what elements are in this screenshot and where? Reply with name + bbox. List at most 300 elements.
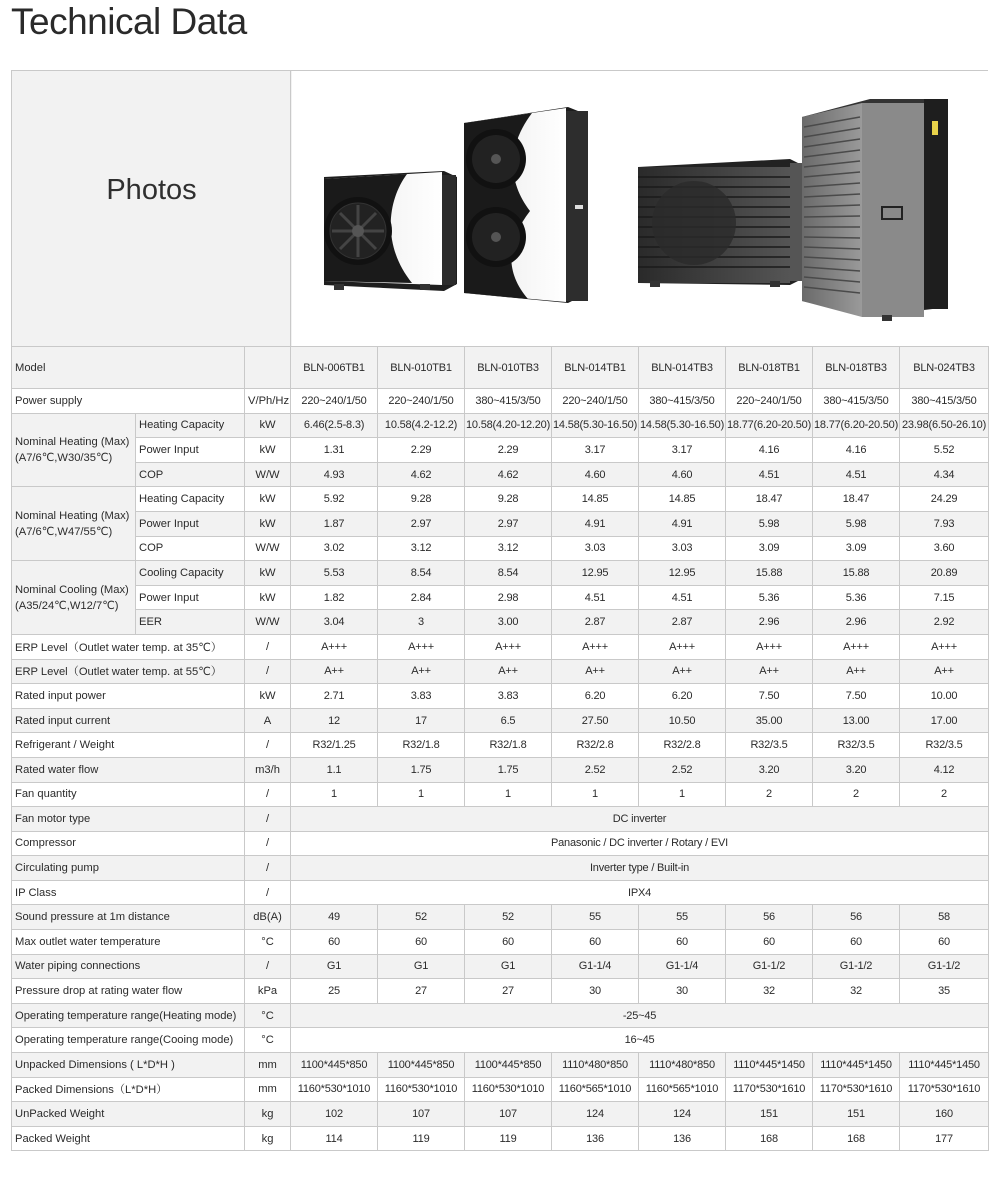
value-cell: A++ [291,659,378,684]
table-row [12,462,989,487]
value-cell: 1 [378,782,465,807]
value-cell: 6.46(2.5-8.3) [291,413,378,438]
row-label: Water piping connections [12,954,245,979]
value-cell: 7.15 [900,585,989,610]
value-cell: R32/2.8 [639,733,726,758]
value-cell: 5.53 [291,561,378,586]
table-row [12,389,989,414]
value-cell: 1.87 [291,511,378,536]
value-cell: 60 [813,930,900,955]
row-label: Operating temperature range(Heating mode) [12,1003,245,1028]
value-cell: 9.28 [378,487,465,512]
spanning-value-cell: Panasonic / DC inverter / Rotary / EVI [291,831,989,856]
value-cell: 2.29 [378,438,465,463]
value-cell: 136 [552,1126,639,1151]
value-cell: 3.03 [639,536,726,561]
value-cell: 3.12 [465,536,552,561]
value-cell: 1100*445*850 [465,1053,552,1078]
model-header-cell: BLN-018TB3 [813,347,900,389]
model-header-cell: BLN-006TB1 [291,347,378,389]
value-cell: 7.50 [726,684,813,709]
value-cell: 52 [465,905,552,930]
value-cell: 58 [900,905,989,930]
value-cell: 1.31 [291,438,378,463]
value-cell: 380~415/3/50 [465,389,552,414]
unit-cell: dB(A) [245,905,291,930]
row-label: Refrigerant / Weight [12,733,245,758]
unit-cell: / [245,634,291,659]
unit-cell: / [245,782,291,807]
value-cell: R32/2.8 [552,733,639,758]
model-header-cell: BLN-010TB3 [465,347,552,389]
row-label: Model [12,347,245,389]
value-cell: 3.83 [465,684,552,709]
value-cell: 107 [378,1102,465,1127]
value-cell: G1-1/4 [639,954,726,979]
table-row [12,659,989,684]
value-cell: R32/3.5 [726,733,813,758]
row-label: ERP Level（Outlet water temp. at 55℃） [12,659,245,684]
value-cell: 27 [465,979,552,1004]
value-cell: 5.92 [291,487,378,512]
value-cell: 18.77(6.20-20.50) [813,413,900,438]
value-cell: 1110*445*1450 [726,1053,813,1078]
value-cell: 2.52 [639,757,726,782]
model-header-cell: BLN-018TB1 [726,347,813,389]
value-cell: 10.00 [900,684,989,709]
product-photos-illustration [292,71,988,347]
value-cell: A+++ [552,634,639,659]
value-cell: A++ [726,659,813,684]
value-cell: 1170*530*1610 [726,1077,813,1102]
sub-row-label: Power Input [136,511,245,536]
value-cell: 380~415/3/50 [639,389,726,414]
sub-row-label: COP [136,462,245,487]
row-label: Packed Dimensions（L*D*H） [12,1077,245,1102]
spec-table [11,346,989,1151]
photo-label-cell [12,71,291,347]
value-cell: 5.36 [726,585,813,610]
value-cell: 27 [378,979,465,1004]
spanning-value-cell: Inverter type / Built-in [291,856,989,881]
value-cell: 1 [291,782,378,807]
value-cell: G1 [465,954,552,979]
photo-block [11,70,988,347]
value-cell: 3.17 [639,438,726,463]
value-cell: 1160*530*1010 [378,1077,465,1102]
value-cell: 60 [552,930,639,955]
value-cell: G1-1/2 [726,954,813,979]
value-cell: 1160*565*1010 [639,1077,726,1102]
value-cell: 2.98 [465,585,552,610]
value-cell: 8.54 [378,561,465,586]
value-cell: 3.17 [552,438,639,463]
product-photos [292,71,988,347]
row-label: Compressor [12,831,245,856]
table-row [12,413,989,438]
value-cell: 1.82 [291,585,378,610]
table-row [12,979,989,1004]
value-cell: R32/1.25 [291,733,378,758]
value-cell: 14.85 [552,487,639,512]
value-cell: 18.47 [813,487,900,512]
value-cell: 119 [378,1126,465,1151]
photos-label: Photos [106,174,197,206]
value-cell: 15.88 [726,561,813,586]
table-row [12,1102,989,1127]
row-label: Circulating pump [12,856,245,881]
table-row [12,930,989,955]
model-header-cell: BLN-014TB3 [639,347,726,389]
value-cell: 14.58(5.30-16.50) [639,413,726,438]
unit-cell: mm [245,1053,291,1078]
value-cell: 4.91 [552,511,639,536]
table-row-model [12,347,989,389]
unit-cell: kW [245,561,291,586]
unit-photo-2 [464,107,588,303]
row-label: Rated input power [12,684,245,709]
value-cell: A+++ [465,634,552,659]
table-row [12,856,989,881]
value-cell: 8.54 [465,561,552,586]
unit-cell: mm [245,1077,291,1102]
unit-cell: W/W [245,536,291,561]
sub-row-label: EER [136,610,245,635]
value-cell: 5.36 [813,585,900,610]
value-cell: 2 [813,782,900,807]
table-row [12,733,989,758]
table-row [12,757,989,782]
value-cell: 14.85 [639,487,726,512]
table-row [12,585,989,610]
value-cell: 12.95 [552,561,639,586]
value-cell: 32 [726,979,813,1004]
unit-cell [245,347,291,389]
value-cell: A++ [378,659,465,684]
value-cell: 6.5 [465,708,552,733]
value-cell: A++ [813,659,900,684]
table-row [12,561,989,586]
value-cell: 4.51 [726,462,813,487]
value-cell: 27.50 [552,708,639,733]
value-cell: A+++ [378,634,465,659]
value-cell: R32/3.5 [813,733,900,758]
value-cell: 60 [378,930,465,955]
value-cell: R32/1.8 [378,733,465,758]
value-cell: 2 [726,782,813,807]
model-header-cell: BLN-010TB1 [378,347,465,389]
value-cell: 25 [291,979,378,1004]
value-cell: 1170*530*1610 [813,1077,900,1102]
value-cell: 380~415/3/50 [900,389,989,414]
value-cell: 3.02 [291,536,378,561]
row-label: Sound pressure at 1m distance [12,905,245,930]
group-label: Nominal Cooling (Max) (A35/24℃,W12/7℃) [12,561,136,635]
value-cell: 2.87 [639,610,726,635]
unit-cell: / [245,733,291,758]
model-header-cell: BLN-024TB3 [900,347,989,389]
table-row [12,634,989,659]
value-cell: A+++ [639,634,726,659]
table-row [12,487,989,512]
value-cell: 1170*530*1610 [900,1077,989,1102]
value-cell: 177 [900,1126,989,1151]
value-cell: 49 [291,905,378,930]
value-cell: 160 [900,1102,989,1127]
spanning-value-cell: -25~45 [291,1003,989,1028]
table-row [12,511,989,536]
value-cell: 1100*445*850 [291,1053,378,1078]
value-cell: A++ [639,659,726,684]
row-label: Power supply [12,389,245,414]
sub-row-label: Cooling Capacity [136,561,245,586]
value-cell: 1.75 [378,757,465,782]
unit-cell: kg [245,1126,291,1151]
unit-cell: kW [245,585,291,610]
value-cell: 4.51 [552,585,639,610]
row-label: Fan quantity [12,782,245,807]
value-cell: 1110*445*1450 [813,1053,900,1078]
value-cell: 13.00 [813,708,900,733]
row-label: Pressure drop at rating water flow [12,979,245,1004]
value-cell: 4.62 [378,462,465,487]
value-cell: 119 [465,1126,552,1151]
value-cell: 56 [726,905,813,930]
value-cell: 4.60 [552,462,639,487]
unit-cell: °C [245,930,291,955]
unit-cell: W/W [245,610,291,635]
value-cell: 7.50 [813,684,900,709]
row-label: Operating temperature range(Cooing mode) [12,1028,245,1053]
value-cell: 10.58(4.2-12.2) [378,413,465,438]
unit-cell: kW [245,487,291,512]
value-cell: 12 [291,708,378,733]
unit-photo-3 [638,159,802,287]
value-cell: A++ [552,659,639,684]
value-cell: 2.97 [378,511,465,536]
unit-cell: / [245,954,291,979]
value-cell: 220~240/1/50 [552,389,639,414]
table-row [12,905,989,930]
value-cell: 4.16 [726,438,813,463]
value-cell: 55 [639,905,726,930]
value-cell: 4.16 [813,438,900,463]
value-cell: 2.84 [378,585,465,610]
value-cell: 4.60 [639,462,726,487]
value-cell: 220~240/1/50 [291,389,378,414]
spanning-value-cell: DC inverter [291,807,989,832]
value-cell: A+++ [726,634,813,659]
unit-cell: / [245,880,291,905]
value-cell: 1 [639,782,726,807]
unit-photo-4 [802,99,948,321]
group-label: Nominal Heating (Max) (A7/6℃,W47/55℃) [12,487,136,561]
table-row [12,1126,989,1151]
value-cell: 60 [639,930,726,955]
table-row [12,1028,989,1053]
value-cell: G1 [291,954,378,979]
row-label: UnPacked Weight [12,1102,245,1127]
value-cell: 4.93 [291,462,378,487]
value-cell: 15.88 [813,561,900,586]
value-cell: 2.87 [552,610,639,635]
value-cell: 18.77(6.20-20.50) [726,413,813,438]
value-cell: 24.29 [900,487,989,512]
value-cell: G1-1/4 [552,954,639,979]
value-cell: 14.58(5.30-16.50) [552,413,639,438]
unit-cell: kg [245,1102,291,1127]
value-cell: 168 [813,1126,900,1151]
unit-cell: kW [245,413,291,438]
table-row [12,1077,989,1102]
value-cell: R32/1.8 [465,733,552,758]
unit-cell: °C [245,1028,291,1053]
value-cell: G1-1/2 [813,954,900,979]
unit-cell: A [245,708,291,733]
value-cell: 6.20 [639,684,726,709]
value-cell: 2.96 [813,610,900,635]
value-cell: 151 [813,1102,900,1127]
value-cell: 18.47 [726,487,813,512]
value-cell: 1 [465,782,552,807]
value-cell: 102 [291,1102,378,1127]
group-label: Nominal Heating (Max) (A7/6℃,W30/35℃) [12,413,136,487]
table-row [12,954,989,979]
value-cell: 107 [465,1102,552,1127]
value-cell: 220~240/1/50 [726,389,813,414]
sub-row-label: COP [136,536,245,561]
value-cell: 17 [378,708,465,733]
value-cell: 60 [726,930,813,955]
unit-cell: / [245,659,291,684]
model-header-cell: BLN-014TB1 [552,347,639,389]
value-cell: 3.60 [900,536,989,561]
value-cell: 56 [813,905,900,930]
unit-cell: kPa [245,979,291,1004]
value-cell: 9.28 [465,487,552,512]
table-row [12,880,989,905]
value-cell: 3.00 [465,610,552,635]
value-cell: 60 [465,930,552,955]
sub-row-label: Heating Capacity [136,413,245,438]
table-row [12,831,989,856]
row-label: IP Class [12,880,245,905]
value-cell: 1110*480*850 [552,1053,639,1078]
value-cell: 1160*530*1010 [465,1077,552,1102]
value-cell: 2.52 [552,757,639,782]
value-cell: 2.96 [726,610,813,635]
row-label: ERP Level（Outlet water temp. at 35℃） [12,634,245,659]
table-row [12,536,989,561]
value-cell: 124 [552,1102,639,1127]
value-cell: 2.29 [465,438,552,463]
value-cell: R32/3.5 [900,733,989,758]
value-cell: 60 [900,930,989,955]
value-cell: 5.98 [813,511,900,536]
value-cell: 4.51 [639,585,726,610]
value-cell: 3.20 [726,757,813,782]
value-cell: G1-1/2 [900,954,989,979]
value-cell: 2.97 [465,511,552,536]
value-cell: 4.34 [900,462,989,487]
value-cell: A+++ [291,634,378,659]
table-row [12,1053,989,1078]
table-row [12,807,989,832]
unit-cell: °C [245,1003,291,1028]
value-cell: 220~240/1/50 [378,389,465,414]
value-cell: 6.20 [552,684,639,709]
value-cell: 1 [552,782,639,807]
value-cell: 5.52 [900,438,989,463]
value-cell: 4.91 [639,511,726,536]
table-row [12,1003,989,1028]
value-cell: 380~415/3/50 [813,389,900,414]
value-cell: 114 [291,1126,378,1151]
sub-row-label: Heating Capacity [136,487,245,512]
value-cell: 52 [378,905,465,930]
value-cell: 3 [378,610,465,635]
value-cell: A++ [465,659,552,684]
value-cell: 151 [726,1102,813,1127]
row-label: Unpacked Dimensions ( L*D*H ) [12,1053,245,1078]
table-row [12,708,989,733]
unit-cell: m3/h [245,757,291,782]
row-label: Max outlet water temperature [12,930,245,955]
table-row [12,610,989,635]
value-cell: 1.1 [291,757,378,782]
table-row [12,438,989,463]
value-cell: 1160*565*1010 [552,1077,639,1102]
table-row [12,782,989,807]
value-cell: 35 [900,979,989,1004]
value-cell: 136 [639,1126,726,1151]
value-cell: 1110*445*1450 [900,1053,989,1078]
value-cell: 168 [726,1126,813,1151]
row-label: Rated input current [12,708,245,733]
value-cell: 10.50 [639,708,726,733]
value-cell: 1100*445*850 [378,1053,465,1078]
value-cell: 2.71 [291,684,378,709]
page-title: Technical Data [11,1,247,42]
value-cell: 3.04 [291,610,378,635]
value-cell: 1.75 [465,757,552,782]
value-cell: 4.51 [813,462,900,487]
value-cell: 2.92 [900,610,989,635]
value-cell: 3.09 [813,536,900,561]
value-cell: 30 [639,979,726,1004]
sub-row-label: Power Input [136,438,245,463]
value-cell: 3.12 [378,536,465,561]
row-label: Rated water flow [12,757,245,782]
value-cell: A+++ [813,634,900,659]
value-cell: 7.93 [900,511,989,536]
spanning-value-cell: 16~45 [291,1028,989,1053]
unit-cell: W/W [245,462,291,487]
value-cell: 3.83 [378,684,465,709]
value-cell: 30 [552,979,639,1004]
value-cell: 35.00 [726,708,813,733]
value-cell: 60 [291,930,378,955]
table-row [12,684,989,709]
value-cell: 10.58(4.20-12.20) [465,413,552,438]
value-cell: 32 [813,979,900,1004]
unit-cell: / [245,831,291,856]
value-cell: 20.89 [900,561,989,586]
row-label: Packed Weight [12,1126,245,1151]
value-cell: 55 [552,905,639,930]
value-cell: 12.95 [639,561,726,586]
sub-row-label: Power Input [136,585,245,610]
